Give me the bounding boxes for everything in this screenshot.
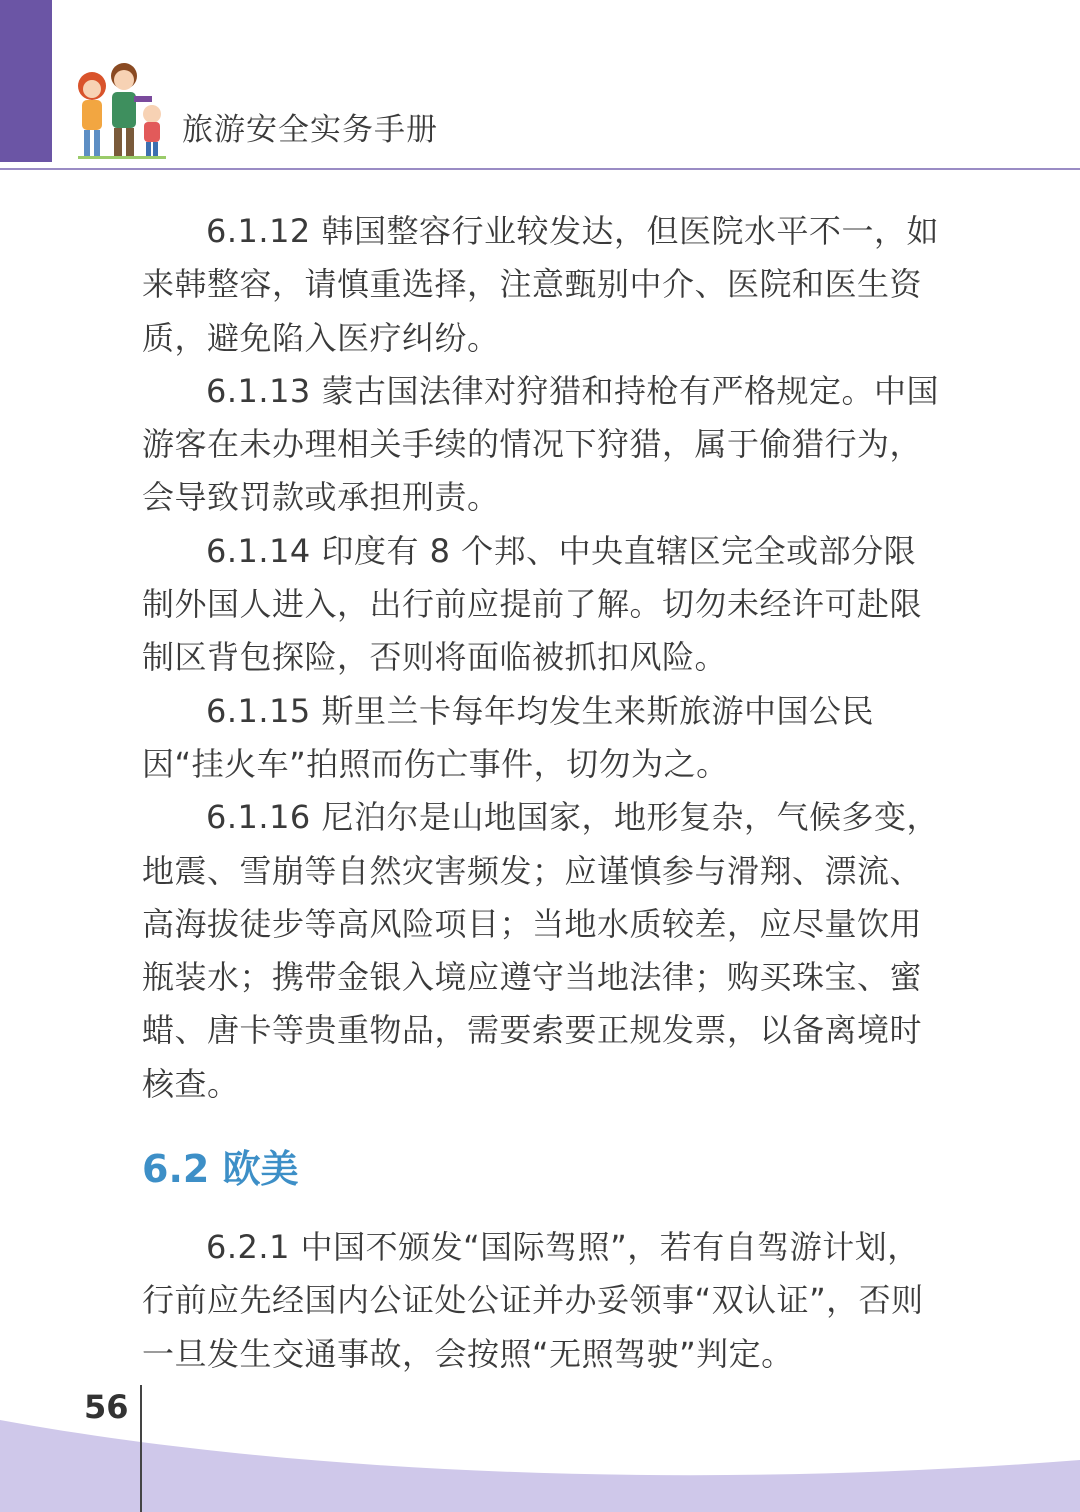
paragraph-6-1-13: 6.1.13 蒙古国法律对狩猎和持枪有严格规定。中国游客在未办理相关手续的情况下狩猎，属于偷猎行为，会导致罚款或承担刑责。 — [142, 371, 939, 517]
paragraph-6-1-14: 6.1.14 印度有 8 个邦、中央直辖区完全或部分限制外国人进入，出行前应提前了解。切勿未经许可赴限制区背包探险，否则将面临被抓扣风险。 — [142, 531, 923, 677]
book-title: 旅游安全实务手册 — [182, 112, 438, 148]
family-travelers-illustration — [64, 52, 176, 164]
paragraph-6-1-12: 6.1.12 韩国整容行业较发达，但医院水平不一，如来韩整容，请慎重选择，注意甄别中介、医院和医生资质，避免陷入医疗纠纷。 — [142, 212, 939, 357]
header-divider — [0, 168, 1080, 170]
page-number: 56 — [84, 1388, 129, 1426]
paragraph-6-1-16: 6.1.16 尼泊尔是山地国家，地形复杂，气候多变，地震、雪崩等自然灾害频发；应谨慎参与滑翔、漂流、高海拔徒步等高风险项目；当地水质较差，应尽量饮用瓶装水；携带金银入境应遵守当地法律；购买珠宝、蜜蜡、唐卡等贵重物品，需要索要正规发票，以备离境时核查。 — [142, 798, 939, 1103]
footer-wave — [0, 1380, 1080, 1512]
section-heading: 6.2 欧美 — [142, 1147, 299, 1192]
side-tab — [0, 0, 52, 162]
page-content — [142, 205, 942, 1381]
footer-divider — [140, 1385, 142, 1512]
paragraph-6-1-15: 6.1.15 斯里兰卡每年均发生来斯旅游中国公民因“挂火车”拍照而伤亡事件，切勿为之。 — [142, 691, 874, 783]
paragraph-6-2-1: 6.2.1 中国不颁发“国际驾照”，若有自驾游计划，行前应先经国内公证处公证并办妥领事“双认证”，否则一旦发生交通事故，会按照“无照驾驶”判定。 — [142, 1228, 924, 1373]
